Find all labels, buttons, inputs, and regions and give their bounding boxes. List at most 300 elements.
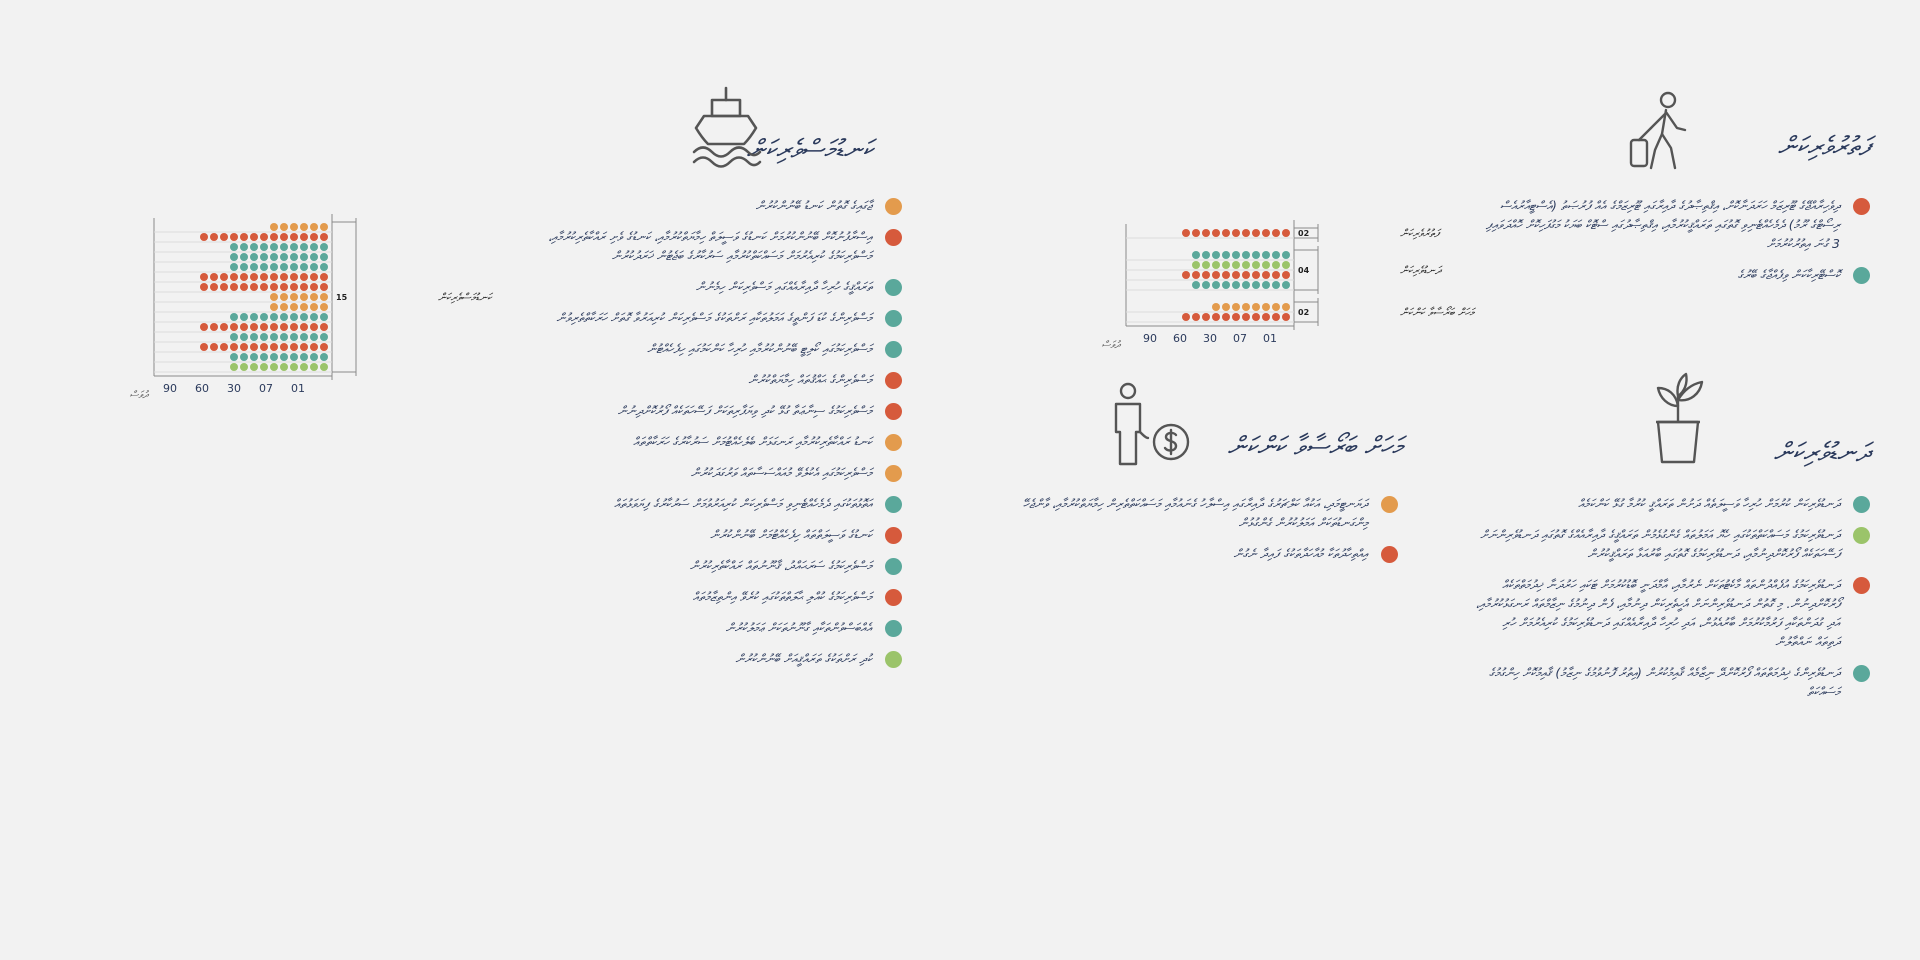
chart-dot: [250, 323, 258, 331]
bullet-item: [1475, 265, 1870, 284]
bullet-item: [502, 618, 902, 637]
chart-fisheries-svg: [88, 208, 492, 406]
chart-dot: [1282, 229, 1290, 237]
chart-dot: [230, 243, 238, 251]
chart-dot: [290, 353, 298, 361]
bullet-item: [502, 277, 902, 296]
chart-dot: [230, 323, 238, 331]
chart-dot: [220, 233, 228, 241]
chart-dot: [260, 333, 268, 341]
chart-dot: [1222, 281, 1230, 289]
bullet-item: [502, 494, 902, 513]
chart-dot: [1232, 271, 1240, 279]
chart-dot: [320, 243, 328, 251]
bullet-item: [502, 308, 902, 327]
chart-dot: [240, 353, 248, 361]
chart-dot: [1242, 229, 1250, 237]
chart-dot: [250, 233, 258, 241]
chart-dot: [1252, 281, 1260, 289]
chart-dot: [300, 273, 308, 281]
bullet-dot: [1853, 527, 1870, 544]
bullet-dot: [1853, 198, 1870, 215]
chart-dot: [250, 343, 258, 351]
chart-dot: [280, 243, 288, 251]
bullet-text: ދަނޑުވެރިކަން ކުރުމަށް ހުރިހާ ވަސީލަތެއް ދަށުން ތަރައްޤީ ކުރުމާ ގުޅޭ ކަންކަމެއް: [1578, 496, 1840, 511]
group-count-label: 15: [336, 293, 348, 302]
chart-dot: [1212, 261, 1220, 269]
chart-dot: [310, 233, 318, 241]
chart-dot: [310, 293, 318, 301]
chart-dot: [250, 243, 258, 251]
chart-dot: [1262, 303, 1270, 311]
bullet-text: މަސްވެރިންގެ ޙައްޤުތައް ހިމާޔަތްކުރުން: [748, 372, 872, 387]
chart-dot: [240, 243, 248, 251]
chart-dot: [1252, 261, 1260, 269]
chart-dot: [200, 233, 208, 241]
section-title-agriculture: ދަނޑުވެރިކަން: [1773, 438, 1870, 468]
bullet-item: [502, 556, 902, 575]
chart-dot: [310, 333, 318, 341]
agriculture-bullet-list: [1475, 494, 1870, 713]
fish-dependent-bullet-list: [993, 494, 1398, 575]
bullet-item: [993, 544, 1398, 563]
chart-dot: [270, 343, 278, 351]
chart-dot: [1192, 271, 1200, 279]
chart-dot: [1282, 271, 1290, 279]
chart-dot: [230, 283, 238, 291]
chart-dot: [1212, 271, 1220, 279]
bullet-item: [502, 587, 902, 606]
x-tick-label: 30: [227, 382, 241, 395]
chart-dot: [1272, 261, 1280, 269]
traveler-icon: [1625, 88, 1697, 176]
bullet-item: [502, 339, 902, 358]
chart-dot: [1242, 281, 1250, 289]
chart-dot: [230, 353, 238, 361]
chart-dot: [240, 313, 248, 321]
chart-dot: [300, 323, 308, 331]
section-title-tourism: ފަތުރުވެރިކަން: [1777, 132, 1870, 162]
chart-dot: [240, 333, 248, 341]
chart-dot: [240, 263, 248, 271]
bullet-item: [1475, 663, 1870, 701]
bullet-dot: [1853, 665, 1870, 682]
chart-dot: [1232, 261, 1240, 269]
bullet-dot: [885, 229, 902, 246]
chart-dot: [220, 283, 228, 291]
chart-dot: [310, 313, 318, 321]
chart-dot: [1232, 229, 1240, 237]
bullet-dot: [1381, 546, 1398, 563]
chart-dot: [200, 273, 208, 281]
chart-dot: [220, 343, 228, 351]
bullet-text: މަސްވެރިކަމުގައި ކޯލިޓީ ބޭނުންކުރުމާއި ހުރިހާ ކަންކަމުގައި ހިފެހެއްޓުން: [647, 341, 872, 356]
chart-dot: [1212, 313, 1220, 321]
chart-dot: [260, 363, 268, 371]
chart-dot: [260, 343, 268, 351]
bullet-dot: [885, 372, 902, 389]
chart-dot: [240, 253, 248, 261]
bullet-dot: [885, 496, 902, 513]
bullet-dot: [885, 403, 902, 420]
group-name-label: ކަނޑުމަސްވެރިކަން: [438, 291, 492, 304]
chart-dot: [260, 353, 268, 361]
bullet-text: ދަނޑުވެރިންގެ ޚިދުމަތްތައް ފޯރުކޮށްދޭ ނިޒާމެއް ޤާއިމުކުރުން (އިތުރު ފޮނުވުމުގެ ނިޒާމު) ޤާއިމުކޮށް ހިންގުމުގެ މަސައްކަތް: [1488, 665, 1840, 699]
bullet-text: މަސްވެރިކަމުގެ ސިނާޢަތާ ގުޅޭ ކުދި ވިޔަފާރިތަކަށް ފަސޭހަތަކެއް ފޯރުކޮށްދިނުން: [617, 403, 872, 418]
chart-dot: [300, 333, 308, 341]
bullet-item: [502, 432, 902, 451]
chart-dot: [280, 253, 288, 261]
chart-dot: [310, 353, 318, 361]
chart-dot: [280, 263, 288, 271]
chart-dot: [1232, 313, 1240, 321]
chart-dot: [300, 343, 308, 351]
chart-dot: [300, 313, 308, 321]
chart-dot: [290, 223, 298, 231]
bullet-text: ކުދި ރަށްތަކުގެ ތަރައްޤީއަށް ބޭނުންކުރުން: [735, 651, 872, 666]
chart-dot: [250, 273, 258, 281]
chart-dot: [1252, 229, 1260, 237]
bullet-item: [993, 494, 1398, 532]
chart-dot: [230, 253, 238, 261]
chart-dot: [260, 273, 268, 281]
x-tick-label: 60: [195, 382, 209, 395]
chart-dot: [270, 253, 278, 261]
chart-dot: [270, 243, 278, 251]
chart-dot: [220, 323, 228, 331]
chart-dot: [320, 303, 328, 311]
bullet-item: [502, 649, 902, 668]
bullet-text: މަސްވެރިކަމުގައި އެކުލެވޭ މުއައްސަސާތައް ވަރުގަދަކުރުން: [690, 465, 872, 480]
chart-dot: [310, 303, 318, 311]
chart-dot: [230, 233, 238, 241]
plant-pot-icon: [1650, 372, 1706, 468]
chart-dot: [320, 223, 328, 231]
chart-dot: [270, 313, 278, 321]
bullet-text: އިއްތިހާދުތަކާ މުއާހަދާތަކުގެ ފައިދާ ނެގުން: [1233, 546, 1368, 561]
bullet-dot: [885, 558, 902, 575]
chart-dot: [1192, 281, 1200, 289]
chart-dot: [280, 363, 288, 371]
chart-dot: [260, 243, 268, 251]
chart-dot: [1262, 313, 1270, 321]
chart-dot: [1242, 303, 1250, 311]
bullet-text: މަސްވެރިކަމުގެ ސަރަޙައްދު، ޤާނޫނުތައް ރައްކާތެރިކުރުން: [689, 558, 872, 573]
x-tick-label: 30: [1203, 332, 1217, 345]
bullet-dot: [885, 279, 902, 296]
chart-dot: [270, 293, 278, 301]
x-tick-label: 07: [259, 382, 273, 395]
bullet-item: [1475, 494, 1870, 513]
chart-dot: [270, 273, 278, 281]
chart-dot: [260, 263, 268, 271]
chart-dot: [290, 263, 298, 271]
chart-dot: [290, 333, 298, 341]
chart-dot: [1192, 313, 1200, 321]
bullet-item: [502, 401, 902, 420]
chart-dot: [1192, 229, 1200, 237]
chart-dot: [300, 363, 308, 371]
chart-dot: [310, 243, 318, 251]
chart-dot: [290, 363, 298, 371]
bullet-item: [1475, 196, 1870, 253]
bullet-dot: [1853, 267, 1870, 284]
chart-dot: [1262, 281, 1270, 289]
chart-dot: [320, 253, 328, 261]
chart-dot: [300, 223, 308, 231]
chart-dot: [250, 333, 258, 341]
chart-dot: [250, 253, 258, 261]
chart-dot: [1272, 313, 1280, 321]
chart-dot: [290, 323, 298, 331]
chart-dot: [290, 283, 298, 291]
group-count-label: 04: [1298, 266, 1310, 275]
chart-dot: [290, 273, 298, 281]
chart-dot: [1222, 271, 1230, 279]
tourism-bullet-list: [1475, 196, 1870, 296]
chart-dot: [320, 313, 328, 321]
chart-dot: [280, 333, 288, 341]
bullet-text: އަތޮޅުތަކުގައި ދެމެހެއްޓެނިވި މަސްވެރިކަން ކުރިއަރުވުމަށް ސަރުކާރުގެ ފިޔަވަޅުތައް: [614, 496, 872, 511]
chart-dot: [270, 233, 278, 241]
chart-dot: [280, 323, 288, 331]
chart-dot: [290, 253, 298, 261]
chart-sectors: [1040, 214, 1474, 368]
chart-dot: [320, 273, 328, 281]
chart-dot: [1182, 229, 1190, 237]
chart-dot: [270, 363, 278, 371]
chart-dot: [320, 283, 328, 291]
bullet-item: [502, 370, 902, 389]
chart-dot: [240, 233, 248, 241]
chart-dot: [320, 353, 328, 361]
chart-dot: [300, 293, 308, 301]
bullet-item: [1475, 575, 1870, 651]
chart-dot: [200, 283, 208, 291]
chart-dot: [320, 293, 328, 301]
bullet-text: ދަނޑުވެރިކަމުގެ މަސައްކަތްތަކުގައި ހެޔޮ އަމަލުތައް ގެންގުޅެމުން ތަރައްޤީގެ ދާއިރާއެއްގެ ގޮތުގައި ދަނޑުވެރިންނަށް ފަސޭހަތަކެއް ފޯރުކޮށްދިނުމާއި، ދަނޑުވެރިކަމުގެ ގޮތުގައި ބާރުއަޅާ ތަރައްޤީކުރުން: [1480, 527, 1840, 561]
chart-dot: [290, 343, 298, 351]
chart-dot: [1252, 313, 1260, 321]
chart-dot: [310, 223, 318, 231]
chart-dot: [1192, 261, 1200, 269]
bullet-dot: [1381, 496, 1398, 513]
chart-dot: [1212, 303, 1220, 311]
chart-dot: [320, 363, 328, 371]
chart-dot: [1242, 313, 1250, 321]
chart-dot: [320, 233, 328, 241]
x-tick-label: 01: [1263, 332, 1277, 345]
chart-dot: [1202, 229, 1210, 237]
chart-dot: [210, 343, 218, 351]
chart-dot: [1222, 313, 1230, 321]
chart-dot: [1182, 271, 1190, 279]
chart-dot: [280, 233, 288, 241]
chart-dot: [1272, 271, 1280, 279]
chart-dot: [280, 223, 288, 231]
chart-dot: [280, 303, 288, 311]
bullet-text: މަސްވެރިކަމުގެ ކުއްލި ޙާލަތްތަކުގައި ކުރެވޭ އިންތިޒާމުތައް: [692, 589, 872, 604]
chart-dot: [300, 353, 308, 361]
chart-dot: [210, 273, 218, 281]
group-name-label: ދަނޑުވެރިކަން: [1400, 264, 1441, 277]
chart-dot: [270, 303, 278, 311]
bullet-dot: [885, 465, 902, 482]
chart-dot: [280, 313, 288, 321]
chart-dot: [210, 323, 218, 331]
chart-dot: [230, 263, 238, 271]
chart-dot: [1222, 251, 1230, 259]
chart-dot: [230, 313, 238, 321]
chart-dot: [1262, 271, 1270, 279]
chart-dot: [250, 353, 258, 361]
group-name-label: ފަތުރުވެރިކަން: [1400, 227, 1440, 240]
chart-dot: [240, 283, 248, 291]
chart-dot: [310, 343, 318, 351]
chart-dot: [1182, 313, 1190, 321]
chart-dot: [1252, 271, 1260, 279]
chart-dot: [260, 233, 268, 241]
chart-dot: [280, 343, 288, 351]
chart-dot: [310, 283, 318, 291]
chart-dot: [320, 333, 328, 341]
x-axis-label: ދުވަސް: [1101, 340, 1120, 351]
chart-dot: [320, 343, 328, 351]
chart-dot: [1202, 271, 1210, 279]
bullet-text: ދަނޑުވެރިކަމުގެ އުފެއްދުންތައް މާކެޓުތަކަށް ނެރުމާއި، އާމްދަނީ ބޮޑުކުރުމަށް ޓަކައި ހަރުދަނާ ޚިދުމަތްތަކެއް ފޯރުކޮށްދިނުން. މި ގޮތުން ދަނޑުވެރިންނަށް އެހީތެރިކަން ދިނުމާއި، ފެން ދިނުމުގެ ނިޒާމްތައް ރަނގަޅުކުރުމާއި، އަދި ގުދަންތަކާއި ފަރުމާކުރުމަށް ބާރުއެޅުން، އަދި ހުރިހާ ދާއިރާއެއްގައި ދަނޑުވެރިކަމުގެ ކުރިއެރުމަށް ހުރި ދަތިތައް ނައްތާލުން: [1475, 577, 1840, 649]
chart-dot: [310, 323, 318, 331]
bullet-text: މަސްވެރިންގެ ކުޑަ ފަންތީގެ އަމަލުތަކާއި ރަށްތަކުގެ މަސްވެރިކަން ކުރިއަރުވާ ގޮތަށް ހަރަކާތްތެރިވުން: [556, 310, 872, 325]
chart-dot: [230, 333, 238, 341]
chart-dot: [1222, 229, 1230, 237]
chart-dot: [300, 283, 308, 291]
chart-dot: [1222, 261, 1230, 269]
bullet-dot: [885, 310, 902, 327]
chart-dot: [280, 273, 288, 281]
chart-dot: [1282, 261, 1290, 269]
chart-dot: [210, 233, 218, 241]
chart-dot: [200, 343, 208, 351]
chart-dot: [1262, 261, 1270, 269]
chart-dot: [1202, 313, 1210, 321]
chart-dot: [290, 303, 298, 311]
chart-dot: [1202, 261, 1210, 269]
chart-dot: [280, 293, 288, 301]
chart-dot: [1232, 281, 1240, 289]
chart-dot: [300, 253, 308, 261]
person-coin-icon: [1108, 382, 1192, 470]
chart-dot: [1242, 261, 1250, 269]
bullet-text: ޖާގައިގެ ގޮތުން ކަނޑު ބޭނުންކުރުން: [755, 198, 872, 213]
chart-dot: [1202, 281, 1210, 289]
chart-dot: [310, 263, 318, 271]
chart-dot: [310, 273, 318, 281]
x-tick-label: 01: [291, 382, 305, 395]
bullet-dot: [885, 651, 902, 668]
chart-dot: [280, 353, 288, 361]
chart-dot: [310, 363, 318, 371]
group-count-label: 02: [1298, 229, 1310, 238]
chart-dot: [290, 243, 298, 251]
section-title-fisheries: ކަނޑުމަސްވެރިކަން: [746, 135, 873, 165]
bullet-item: [502, 227, 902, 265]
bullet-text: ކޮސްޓޭރިކާކަން ވިފެއްޖާގެ ބޭރުގެ: [1737, 267, 1840, 282]
bullet-dot: [1853, 577, 1870, 594]
bullet-item: [502, 196, 902, 215]
bullet-dot: [885, 198, 902, 215]
chart-dot: [1232, 303, 1240, 311]
chart-dot: [300, 233, 308, 241]
chart-dot: [250, 263, 258, 271]
chart-dot: [1192, 251, 1200, 259]
chart-dot: [260, 253, 268, 261]
group-count-label: 02: [1298, 308, 1310, 317]
chart-dot: [260, 283, 268, 291]
x-tick-label: 60: [1173, 332, 1187, 345]
chart-dot: [1222, 303, 1230, 311]
x-tick-label: 07: [1233, 332, 1247, 345]
chart-dot: [1212, 229, 1220, 237]
chart-dot: [290, 293, 298, 301]
x-tick-label: 90: [163, 382, 177, 395]
bullet-text: ކަނޑުގެ ވަސީލަތްތައް ހިފެހެއްޓުމަށް ބޭނުންކުރުން: [710, 527, 872, 542]
chart-dot: [310, 253, 318, 261]
bullet-text: އެއްބަސްވުންތަކާއި ގާނޫނުތަކަށް ޢަމަލުކުރުން: [725, 620, 872, 635]
chart-dot: [230, 273, 238, 281]
chart-dot: [210, 283, 218, 291]
bullet-dot: [885, 434, 902, 451]
chart-dot: [320, 323, 328, 331]
bullet-text: އިސްރާފުނުކޮށް ބޭނުންކުރުމަށް ކަނޑުގެ ވަސީލަތް ހިމާޔަތްކުރުމާއި، ކަނޑުގެ ވެށި ރައްކާތެރިކުރުމާއި، މަސްވެރިކަމުގެ ކުރިއެރުމަށް މަސައްކަތްކުރުމާއި ސަރުކާރުގެ ބަޖެޓުން ޚަރަދުކުރުން: [548, 229, 872, 263]
chart-dot: [270, 323, 278, 331]
chart-dot: [1262, 229, 1270, 237]
chart-fisheries: [88, 208, 492, 410]
chart-dot: [270, 283, 278, 291]
chart-dot: [1232, 251, 1240, 259]
chart-dot: [320, 263, 328, 271]
chart-dot: [1272, 251, 1280, 259]
chart-dot: [240, 363, 248, 371]
chart-dot: [1212, 251, 1220, 259]
chart-dot: [1282, 313, 1290, 321]
bullet-dot: [885, 620, 902, 637]
chart-dot: [250, 313, 258, 321]
chart-dot: [230, 363, 238, 371]
chart-dot: [270, 333, 278, 341]
bullet-dot: [885, 527, 902, 544]
chart-dot: [290, 233, 298, 241]
bullet-text: ދިވެހިރާއްޖޭގެ ޓޫރިޒަމް ހަރަދަނާކޮށް، އިޤްތިޞާދުގެ ދާއިރާގައި ޓޫރިޒަމްގެ އެއް ފުރުޞަތު (އެސްޓީއާރުއެސް ރިސޯޓްގެ ރޫމު) ދެމެހެއްޓެނިވި ގޮތުގައި ތަރައްޤީކުރުމާއި، އިޤްތިޞާދުގައި ސްޓޮކް ބަޔަކު މަގުފަހިކޮށް ހޮއްދަވައިފި 3 ގުނަ އިތުރުކުރުމަށް: [1485, 198, 1840, 251]
chart-dot: [1202, 251, 1210, 259]
bullet-item: [502, 525, 902, 544]
bullet-item: [1475, 525, 1870, 563]
x-tick-label: 90: [1143, 332, 1157, 345]
chart-dot: [1242, 251, 1250, 259]
bullet-dot: [885, 341, 902, 358]
chart-dot: [1242, 271, 1250, 279]
x-axis-label: ދުވަސް: [129, 390, 148, 401]
chart-dot: [1252, 251, 1260, 259]
chart-dot: [200, 323, 208, 331]
bullet-text: ދަޔަނޓީމަދި، އަކުއާ ކަލްޗަރުގެ ދާއިރާގައި އިސްލާހު ގެނައުމާއި މަސައްކަތްތެރިން ހިމާޔަތްކުރުމާއި، ވާންޖެހޭ މިންގަނޑުތަކަށް އަމަލުކުރުން ގެންގުޅުން: [1023, 496, 1368, 530]
chart-dot: [260, 313, 268, 321]
chart-dot: [300, 243, 308, 251]
chart-dot: [1282, 281, 1290, 289]
chart-dot: [300, 263, 308, 271]
chart-dot: [290, 313, 298, 321]
bullet-text: ތަރައްޤީގެ ހުރިހާ ދާއިރާއެއްގައި މަސްވެރިކަން ހިމެނުން: [695, 279, 872, 294]
bullet-dot: [885, 589, 902, 606]
